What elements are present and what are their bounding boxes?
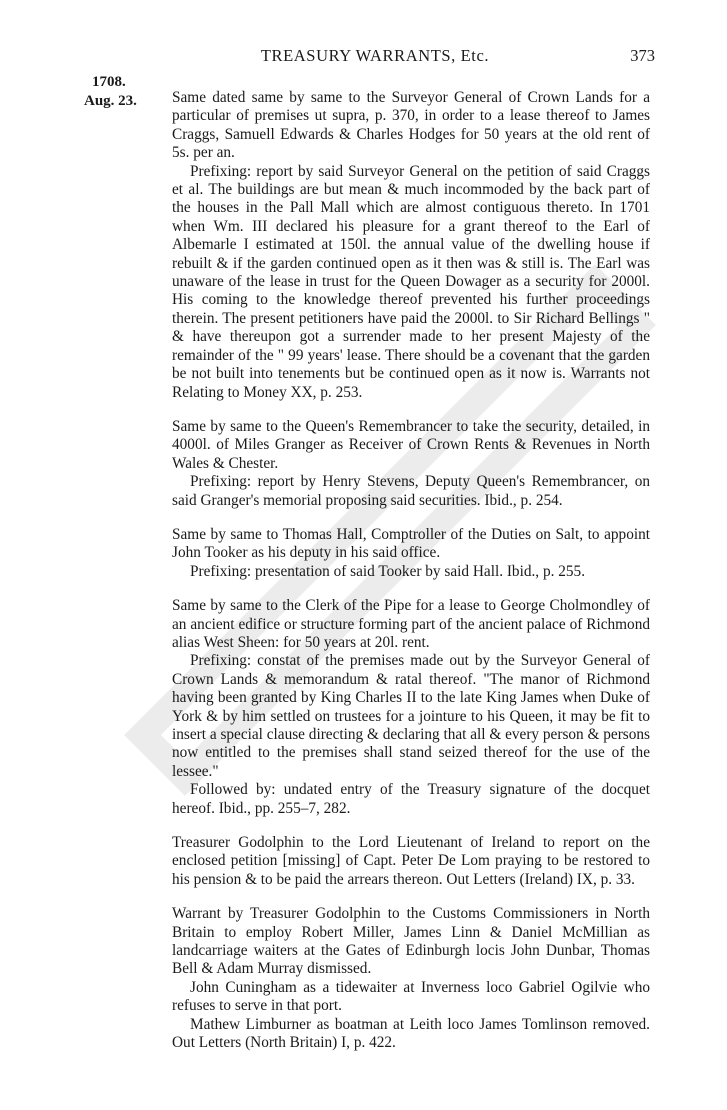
- running-head: TREASURY WARRANTS, Etc.: [260, 46, 490, 65]
- entry-paragraph: Prefixing: constat of the premises made out by the Surveyor General of Crown Lands & memorandum & ratal thereof. "The manor of Richmond having been granted by King Charles II to the late King James when Duke of York & by him settled on trustees for a jointure to his Queen, it may be fit to insert a special clause directing & declaring that all & every person & persons now entitled to the premises shall stand seized thereof for the use of the lessee.": [172, 652, 650, 780]
- margin-dates: [84, 73, 154, 111]
- entry-paragraph: Mathew Limburner as boatman at Leith loco James Tomlinson removed. Out Letters (North Britain) I, p. 422.: [172, 1015, 650, 1052]
- margin-date: Aug. 23.: [84, 93, 137, 109]
- entry-paragraph: John Cuningham as a tidewaiter at Inverness loco Gabriel Ogilvie who refuses to serve in that port.: [172, 978, 650, 1015]
- entry-north-britain-customs: [172, 905, 650, 1052]
- entry-tooker-deputy: [172, 526, 650, 581]
- entry-granger-security: [172, 418, 650, 510]
- entry-paragraph: Same by same to the Queen's Remembrancer to take the security, detailed, in 4000l. of Miles Granger as Receiver of Crown Rents & Revenues in North Wales & Chester.: [172, 417, 650, 472]
- entry-paragraph: Prefixing: presentation of said Tooker by said Hall. Ibid., p. 255.: [190, 562, 586, 580]
- margin-year: 1708.: [92, 74, 126, 90]
- entry-paragraph: Same by same to the Clerk of the Pipe for a lease to George Cholmondley of an ancient edifice or structure forming part of the ancient palace of Richmond alias West Sheen: for 50 years at 20l. rent.: [172, 597, 650, 651]
- entry-paragraph: Prefixing: report by said Surveyor General on the petition of said Craggs et al. The buildings are but mean & much incommoded by the back part of the houses in the Pall Mall which are almost contiguous thereto. In 1701 when Wm. III declared his pleasure for a grant thereof to the Earl of Albemarle I estimated at 150l. the annual value of the dwelling house if rebuilt & if the garden continued open as it then was & still is. The Earl was unaware of the lease in trust for the Queen Dowager as a security for 2000l. His coming to the knowledge thereof prevented his further proceedings therein. The present petitioners have paid the 2000l. to Sir Richard Bellings " & have thereupon got a surrender made to her present Majesty of the remainder of the " 99 years' lease. There should be a covenant that the garden be not built into tenements but be continued open as it now is. Warrants not Relating to Money XX, p. 253.: [172, 162, 650, 401]
- document-body: [172, 89, 650, 1069]
- entry-paragraph: Treasurer Godolphin to the Lord Lieutenant of Ireland to report on the enclosed petition [missing] of Capt. Peter De Lom praying to be restored to his pension & to be paid the arrears thereon. Out Letters (Ireland) IX, p. 33.: [172, 834, 650, 888]
- page-number: 373: [630, 46, 655, 65]
- entry-paragraph: Warrant by Treasurer Godolphin to the Customs Commissioners in North Britain to employ Robert Miller, James Linn & Daniel McMillian as landcarriage waiters at the Gates of Edinburgh locis John Dunbar, Thomas Bell & Adam Murray dismissed.: [172, 905, 650, 978]
- entry-paragraph: Prefixing: report by Henry Stevens, Deputy Queen's Remembrancer, on said Granger's memorial proposing said securities. Ibid., p. 254.: [172, 473, 650, 509]
- entry-paragraph: Followed by: undated entry of the Treasury signature of the docquet hereof. Ibid., pp. 255–7, 282.: [172, 781, 650, 817]
- entry-paragraph: Same dated same by same to the Surveyor General of Crown Lands for a particular of premises ut supra, p. 370, in order to a lease thereof to James Craggs, Samuell Edwards & Charles Hodges for 50 years at the old rent of 5s. per an.: [172, 89, 650, 162]
- page-header: [95, 46, 655, 68]
- entry-craggs-lease: [172, 89, 650, 402]
- entry-de-lom-petition: [172, 834, 650, 889]
- entry-cholmondley-lease: [172, 597, 650, 818]
- entry-paragraph: Same by same to Thomas Hall, Comptroller of the Duties on Salt, to appoint John Tooker as his deputy in his said office.: [172, 525, 650, 562]
